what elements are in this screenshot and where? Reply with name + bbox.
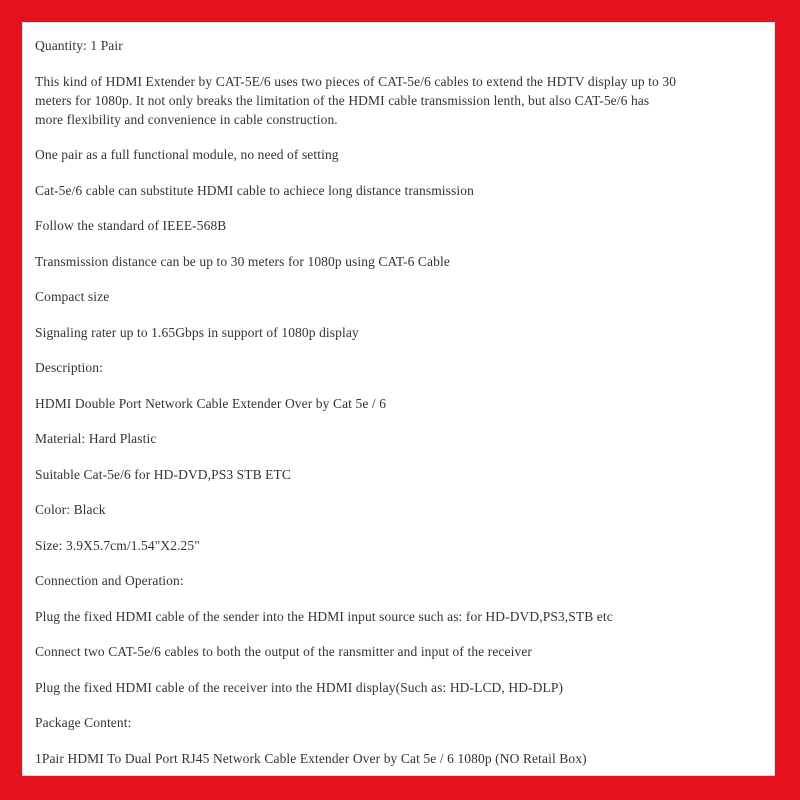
operation-step-3: Plug the fixed HDMI cable of the receiver into the HDMI display(Such as: HD-LCD, HD-DLP) xyxy=(35,679,564,695)
package-content-item: 1Pair HDMI To Dual Port RJ45 Network Cable Extender Over by Cat 5e / 6 1080p (NO Retail Box) xyxy=(35,750,587,766)
feature-distance: Transmission distance can be up to 30 meters for 1080p using CAT-6 Cable xyxy=(35,253,450,269)
quantity-line: Quantity: 1 Pair xyxy=(35,38,123,53)
suitable-line: Suitable Cat-5e/6 for HD-DVD,PS3 STB ETC xyxy=(35,466,291,482)
feature-signal-rate: Signaling rater up to 1.65Gbps in support of 1080p display xyxy=(35,324,359,340)
description-heading: Description: xyxy=(35,360,103,375)
connection-heading: Connection and Operation: xyxy=(35,573,184,588)
product-description-sheet xyxy=(22,22,775,776)
color-line: Color: Black xyxy=(35,502,106,517)
material-line: Material: Hard Plastic xyxy=(35,431,157,446)
intro-paragraph: This kind of HDMI Extender by CAT-5E/6 uses two pieces of CAT-5e/6 cables to extend the HDTV display up to 30 meters for 1080p. It not only breaks the limitation of the HDMI cable transmission lenth, but also CAT-5e/6 has more flexibility and convenience in cable construction. xyxy=(35,73,677,127)
feature-standard: Follow the standard of IEEE-568B xyxy=(35,218,227,233)
feature-cable-substitute: Cat-5e/6 cable can substitute HDMI cable to achiece long distance transmission xyxy=(35,182,474,198)
feature-compact-size: Compact size xyxy=(35,289,110,304)
package-content-heading: Package Content: xyxy=(35,715,132,730)
size-line: Size: 3.9X5.7cm/1.54"X2.25" xyxy=(35,537,200,553)
operation-step-1: Plug the fixed HDMI cable of the sender into the HDMI input source such as: for HD-DVD,PS3,STB etc xyxy=(35,608,613,624)
operation-step-2: Connect two CAT-5e/6 cables to both the output of the ransmitter and input of the receiver xyxy=(35,644,533,659)
feature-pair-module: One pair as a full functional module, no need of setting xyxy=(35,147,339,162)
product-name-line: HDMI Double Port Network Cable Extender Over by Cat 5e / 6 xyxy=(35,395,387,411)
